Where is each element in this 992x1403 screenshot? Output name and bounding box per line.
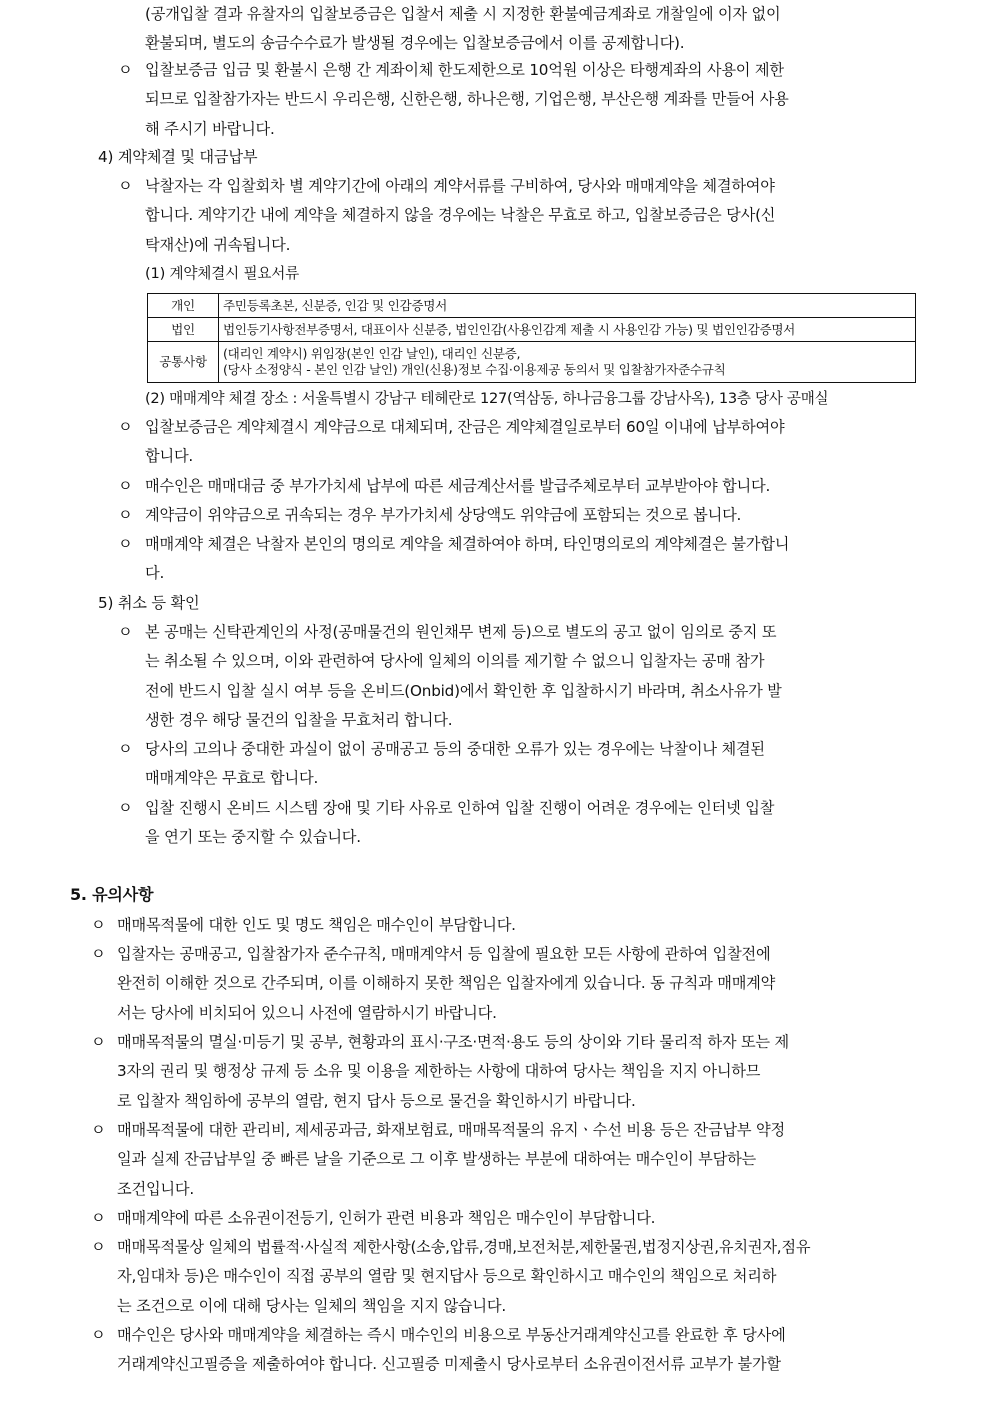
notice-bullet	[0, 1321, 992, 1380]
bullet-marker: ㅇ	[118, 177, 133, 195]
required-docs-title: (1) 계약체결시 필요서류	[145, 265, 300, 282]
intro-line: 환불되며, 별도의 송금수수료가 발생될 경우에는 입찰보증금에서 이를 공제합니다).	[145, 34, 685, 53]
bullet-line: 3자의 권리 및 행정상 규제 등 소유 및 이용을 제한하는 사항에 대하여 당사는 책임을 지지 아니하므	[117, 1062, 761, 1081]
bullet-line: 낙찰자는 각 입찰회차 별 계약기간에 아래의 계약서류를 구비하여, 당사와 매매계약을 체결하여야	[145, 177, 775, 195]
table-cell-docs: 주민등록초본, 신분증, 인감 및 인감증명서	[219, 294, 916, 318]
contract-bullet	[0, 172, 992, 260]
notice-bullet	[0, 1116, 992, 1204]
section-5-sub-title: 5) 취소 등 확인	[98, 594, 200, 612]
cancel-bullet	[0, 618, 992, 735]
bullet-marker: ㅇ	[91, 1209, 106, 1227]
bullet-line: 입찰 진행시 온비드 시스템 장애 및 기타 사유로 인하여 입찰 진행이 어려운 경우에는 인터넷 입찰	[145, 799, 775, 817]
bullet-line: 서는 당사에 비치되어 있으니 사전에 열람하시기 바랍니다.	[117, 1003, 497, 1022]
bullet-marker: ㅇ	[118, 477, 133, 495]
bullet-line: 매매목적물에 대한 인도 및 명도 책임은 매수인이 부담합니다.	[117, 916, 516, 934]
bullet-marker: ㅇ	[91, 1121, 106, 1139]
intro-paragraph	[0, 0, 992, 59]
table-cell-type: 개인	[148, 294, 219, 318]
docs-line: (대리인 계약시) 위임장(본인 인감 날인), 대리인 신분증,	[223, 346, 521, 361]
bullet-line: 매매목적물상 일체의 법률적·사실적 제한사항(소송,압류,경매,보전처분,제한물권,법정지상권,유치권자,점유	[117, 1238, 811, 1256]
section-4-bullet	[0, 472, 992, 501]
section-4-bullet	[0, 501, 992, 530]
table-cell-type: 공통사항	[148, 342, 219, 383]
contract-place: (2) 매매계약 체결 장소 : 서울특별시 강남구 테헤란로 127(역삼동, 하나금융그룹 강남사옥), 13층 당사 공매실	[145, 390, 829, 407]
bullet-line: 매매목적물에 대한 관리비, 제세공과금, 화재보험료, 매매목적물의 유지ㆍ수선 비용 등은 잔금납부 약정	[117, 1121, 785, 1139]
bullet-line: 입찰보증금은 계약체결시 계약금으로 대체되며, 잔금은 계약체결일로부터 60일 이내에 납부하여야	[145, 418, 785, 436]
bullet-line: 합니다.	[145, 447, 194, 466]
bullet-line: 생한 경우 해당 물건의 입찰을 무효처리 합니다.	[145, 710, 453, 729]
bullet-line: 조건입니다.	[117, 1179, 194, 1198]
required-docs-table	[147, 293, 916, 383]
notice-bullet	[0, 1233, 992, 1321]
bullet-line: 합니다. 계약기간 내에 계약을 체결하지 않을 경우에는 낙찰은 무효로 하고, 입찰보증금은 당사(신	[145, 206, 776, 225]
bullet-line: 탁재산)에 귀속됩니다.	[145, 235, 291, 254]
bullet-line: 본 공매는 신탁관계인의 사정(공매물건의 원인채무 변제 등)으로 별도의 공고 없이 임의로 중지 또	[145, 623, 777, 641]
table-cell-docs: 법인등기사항전부증명서, 대표이사 신분증, 법인인감(사용인감계 제출 시 사용인감 가능) 및 법인인감증명서	[219, 318, 916, 342]
bullet-line: 계약금이 위약금으로 귀속되는 경우 부가가치세 상당액도 위약금에 포함되는 것으로 봅니다.	[145, 506, 742, 524]
bullet-line: 다.	[145, 564, 165, 583]
section-4-bullet	[0, 413, 992, 472]
bullet-line: 해 주시기 바랍니다.	[145, 119, 275, 138]
bullet-line: 완전히 이해한 것으로 간주되며, 이를 이해하지 못한 책임은 입찰자에게 있습니다. 동 규칙과 매매계약	[117, 974, 776, 993]
bullet-marker: ㅇ	[118, 61, 133, 79]
bullet-marker: ㅇ	[118, 506, 133, 524]
bullet-line: 입찰자는 공매공고, 입찰참가자 준수규칙, 매매계약서 등 입찰에 필요한 모든 사항에 관하여 입찰전에	[117, 945, 771, 963]
bullet-marker: ㅇ	[118, 623, 133, 641]
bullet-line: 거래계약신고필증을 제출하여야 합니다. 신고필증 미제출시 당사로부터 소유권이전서류 교부가 불가할	[117, 1355, 781, 1374]
notice-bullet	[0, 1028, 992, 1116]
bullet-marker: ㅇ	[91, 1238, 106, 1256]
bullet-line: 매매계약에 따른 소유권이전등기, 인허가 관련 비용과 책임은 매수인이 부담합니다.	[117, 1209, 656, 1227]
bullet-marker: ㅇ	[118, 418, 133, 436]
section-4-title: 4) 계약체결 및 대금납부	[98, 148, 258, 166]
bullet-marker: ㅇ	[118, 799, 133, 817]
bullet-line: 매수인은 매매대금 중 부가가치세 납부에 따른 세금계산서를 발급주체로부터 교부받아야 합니다.	[145, 477, 771, 495]
bullet-line: 을 연기 또는 중지할 수 있습니다.	[145, 828, 361, 847]
table-row	[148, 294, 916, 318]
bullet-line: 매매계약은 무효로 합니다.	[145, 769, 319, 788]
bullet-line: 당사의 고의나 중대한 과실이 없이 공매공고 등의 중대한 오류가 있는 경우에는 낙찰이나 체결된	[145, 740, 765, 758]
bullet-line: 는 조건으로 이에 대해 당사는 일체의 책임을 지지 않습니다.	[117, 1296, 506, 1315]
cancel-bullet	[0, 735, 992, 794]
bullet-line: 입찰보증금 입금 및 환불시 은행 간 계좌이체 한도제한으로 10억원 이상은 타행계좌의 사용이 제한	[145, 61, 784, 79]
bullet-line: 매매계약 체결은 낙찰자 본인의 명의로 계약을 체결하여야 하며, 타인명의로의 계약체결은 불가합니	[145, 535, 790, 553]
table-cell-docs	[219, 342, 916, 383]
bullet-line: 매수인은 당사와 매매계약을 체결하는 즉시 매수인의 비용으로 부동산거래계약신고를 완료한 후 당사에	[117, 1326, 786, 1344]
bullet-line: 매매목적물의 멸실·미등기 및 공부, 현황과의 표시·구조·면적·용도 등의 상이와 기타 물리적 하자 또는 제	[117, 1033, 789, 1051]
bullet-marker: ㅇ	[91, 916, 106, 934]
cancel-bullet	[0, 794, 992, 853]
bullet-line: 되므로 입찰참가자는 반드시 우리은행, 신한은행, 하나은행, 기업은행, 부산은행 계좌를 만들어 사용	[145, 90, 789, 109]
bullet-marker: ㅇ	[118, 740, 133, 758]
bullet-line: 는 취소될 수 있으며, 이와 관련하여 당사에 일체의 이의를 제기할 수 없으니 입찰자는 공매 참가	[145, 652, 765, 671]
bullet-line: 전에 반드시 입찰 실시 여부 등을 온비드(Onbid)에서 확인한 후 입찰하시기 바라며, 취소사유가 발	[145, 681, 782, 700]
deposit-bullet	[0, 56, 992, 144]
bullet-line: 로 입찰자 책임하에 공부의 열람, 현지 답사 등으로 물건을 확인하시기 바랍니다.	[117, 1091, 636, 1110]
bullet-line: 자,임대차 등)은 매수인이 직접 공부의 열람 및 현지답사 등으로 확인하시고 매수인의 책임으로 처리하	[117, 1267, 777, 1286]
table-row	[148, 318, 916, 342]
bullet-marker: ㅇ	[91, 1033, 106, 1051]
notice-bullet	[0, 940, 992, 1028]
bullet-line: 일과 실제 잔금납부일 중 빠른 날을 기준으로 그 이후 발생하는 부분에 대하여는 매수인이 부담하는	[117, 1150, 757, 1169]
section-5-title: 5. 유의사항	[70, 885, 154, 904]
intro-line: (공개입찰 결과 유찰자의 입찰보증금은 입찰서 제출 시 지정한 환불예금계좌로 개찰일에 이자 없이	[145, 5, 781, 23]
bullet-marker: ㅇ	[91, 1326, 106, 1344]
bullet-marker: ㅇ	[91, 945, 106, 963]
notice-bullet	[0, 911, 992, 940]
table-cell-type: 법인	[148, 318, 219, 342]
section-4-bullet	[0, 530, 992, 589]
notice-bullet	[0, 1204, 992, 1233]
table-row	[148, 342, 916, 383]
docs-line: (당사 소정양식 - 본인 인감 날인) 개인(신용)정보 수집·이용제공 동의서 및 입찰참가자준수규칙	[223, 362, 726, 377]
bullet-marker: ㅇ	[118, 535, 133, 553]
